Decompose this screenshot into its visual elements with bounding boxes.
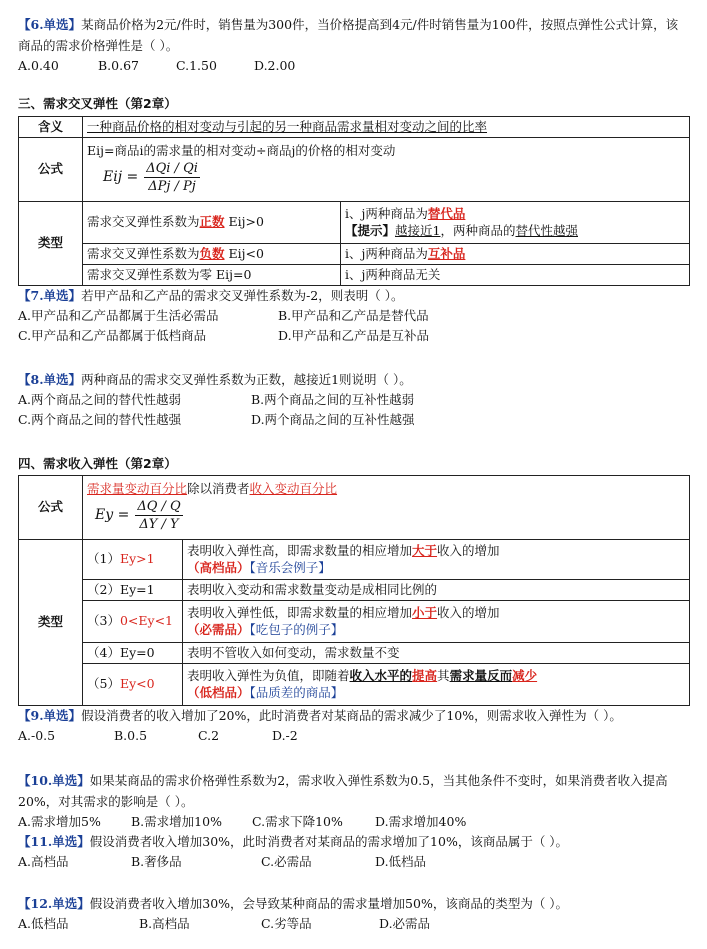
cross-elasticity-table xyxy=(18,116,690,286)
option-c: C.2 xyxy=(198,727,220,743)
definition-content: 一种商品价格的相对变动与引起的另一种商品需求量相对变动之间的比率 xyxy=(87,118,488,134)
section-3-title: 三、需求交叉弹性（第2章） xyxy=(18,96,177,111)
formula-text: Eij=商品i的需求量的相对变动÷商品j的价格的相对变动 xyxy=(87,143,396,159)
question-tag: 【11.单选】 xyxy=(18,834,90,849)
income-elasticity-table xyxy=(18,475,690,706)
option-b: B.0.5 xyxy=(114,727,148,743)
type-row-4-cond: （4）Ey=0 xyxy=(83,643,183,664)
type-row-2-left: 需求交叉弹性系数为负数 Eij<0 xyxy=(83,244,341,265)
formula-fraction xyxy=(135,498,182,534)
question-text: 两种商品的需求交叉弹性系数为正数，越接近1则说明（ ）。 xyxy=(81,372,412,387)
question-8 xyxy=(18,372,690,429)
formula-label: 公式 xyxy=(19,476,83,540)
question-11 xyxy=(18,834,690,871)
question-9 xyxy=(18,708,690,745)
formula-cell xyxy=(83,138,690,202)
option-a: A.两个商品之间的替代性越弱 xyxy=(18,391,182,407)
formula-expression xyxy=(95,498,685,534)
option-a: A.高档品 xyxy=(18,853,69,869)
type-row-1-left: 需求交叉弹性系数为正数 Eij>0 xyxy=(83,202,341,244)
option-b: B.0.67 xyxy=(98,58,139,73)
option-a: A.-0.5 xyxy=(18,727,56,743)
type-row-3-right: i、j两种商品无关 xyxy=(341,265,690,286)
option-c: C.两个商品之间的替代性越强 xyxy=(18,411,182,427)
formula-label: 公式 xyxy=(19,138,83,202)
definition-text xyxy=(83,117,690,138)
formula-denominator: ΔPj / Pj xyxy=(148,179,196,195)
question-10 xyxy=(18,770,690,831)
option-b: B.甲产品和乙产品是替代品 xyxy=(278,307,429,323)
question-tag: 【7.单选】 xyxy=(18,288,82,303)
formula-lhs: Eij = xyxy=(103,169,139,186)
option-a: A.低档品 xyxy=(18,915,69,931)
formula-numerator: ΔQi / Qi xyxy=(144,160,200,179)
type-row-3-cond: （3）0<Ey<1 xyxy=(83,601,183,643)
question-tag: 【10.单选】 xyxy=(18,773,90,788)
type-label: 类型 xyxy=(19,540,83,706)
question-12 xyxy=(18,896,690,933)
definition-label: 含义 xyxy=(19,117,83,138)
option-c: C.必需品 xyxy=(261,853,312,869)
question-text: 假设消费者收入增加30%，此时消费者对某商品的需求增加了10%，该商品属于（ ）。 xyxy=(89,834,569,849)
option-b: B.奢侈品 xyxy=(131,853,182,869)
question-tag: 【9.单选】 xyxy=(18,708,82,723)
type-row-3-left: 需求交叉弹性系数为零 Eij=0 xyxy=(83,265,341,286)
hint-tag: 【提示】 xyxy=(345,222,396,238)
formula-denominator: ΔY / Y xyxy=(139,517,179,533)
option-c: C.1.50 xyxy=(176,58,217,73)
formula-numerator: ΔQ / Q xyxy=(135,498,182,517)
question-tag: 【8.单选】 xyxy=(18,372,82,387)
type-row-1-cond: （1）Ey>1 xyxy=(83,540,183,580)
question-tag: 【12.单选】 xyxy=(18,896,90,911)
option-d: D.必需品 xyxy=(379,915,431,931)
option-d: D.两个商品之间的互补性越强 xyxy=(251,411,415,427)
formula-lhs: Ey = xyxy=(95,507,130,524)
option-b: B.两个商品之间的互补性越弱 xyxy=(251,391,415,407)
formula-expression xyxy=(103,160,685,196)
question-tag: 【6.单选】 xyxy=(18,17,82,32)
option-c: C.甲产品和乙产品都属于低档商品 xyxy=(18,327,207,343)
type-row-1-desc: 表明收入弹性高，即需求数量的相应增加大于收入的增加 （高档品）【音乐会例子】 xyxy=(183,540,690,580)
section-4-title: 四、需求收入弹性（第2章） xyxy=(18,456,177,471)
type-label: 类型 xyxy=(19,202,83,286)
type-row-5-cond: （5）Ey<0 xyxy=(83,664,183,706)
formula-cell: 需求量变动百分比除以消费者收入变动百分比 Ey = $\frac{\Delta Q / Q}{\Delta Y / Y}$ xyxy=(83,476,690,540)
formula-fraction xyxy=(144,160,200,196)
question-text: 假设消费者收入增加30%，会导致某种商品的需求量增加50%，该商品的类型为（ ）。 xyxy=(89,896,569,911)
type-row-3-desc: 表明收入弹性低，即需求数量的相应增加小于收入的增加 （必需品）【吃包子的例子】 xyxy=(183,601,690,643)
type-row-1-right: i、j两种商品为替代品 【提示】越接近1，两种商品的替代性越强 xyxy=(341,202,690,244)
type-row-5-desc: 表明收入弹性为负值，即随着收入水平的提高其需求量反而减少 （低档品）【品质差的商品】 xyxy=(183,664,690,706)
question-text: 假设消费者的收入增加了20%，此时消费者对某商品的需求减少了10%，则需求收入弹性为（ ）。 xyxy=(81,708,622,723)
question-text: 如果某商品的需求价格弹性系数为2，需求收入弹性系数为0.5，当其他条件不变时，如果消费者收入提高20%，对其需求的影响是（ ）。 xyxy=(18,773,668,809)
question-text: 若甲产品和乙产品的需求交叉弹性系数为-2，则表明（ ）。 xyxy=(81,288,404,303)
question-text: 某商品价格为2元/件时，销售量为300件，当价格提高到4元/件时销售量为100件，按照点弹性公式计算，该商品的需求价格弹性是（ ）。 xyxy=(18,17,679,53)
option-d: D.-2 xyxy=(272,727,298,743)
option-c: C.劣等品 xyxy=(261,915,312,931)
type-row-2-right: i、j两种商品为互补品 xyxy=(341,244,690,265)
option-d: D.甲产品和乙产品是互补品 xyxy=(278,327,430,343)
type-row-2-desc: 表明收入变动和需求数量变动是成相同比例的 xyxy=(183,580,690,601)
option-a: A.需求增加5% xyxy=(18,814,101,829)
option-c: C.需求下降10% xyxy=(252,814,343,829)
option-a: A.0.40 xyxy=(18,58,59,73)
option-d: D.低档品 xyxy=(375,853,427,869)
type-row-4-desc: 表明不管收入如何变动，需求数量不变 xyxy=(183,643,690,664)
option-b: B.高档品 xyxy=(139,915,190,931)
option-d: D.2.00 xyxy=(254,58,296,73)
option-b: B.需求增加10% xyxy=(131,814,222,829)
question-6 xyxy=(18,14,690,75)
option-d: D.需求增加40% xyxy=(375,814,467,829)
question-7 xyxy=(18,288,690,345)
options xyxy=(18,58,690,75)
type-row-2-cond: （2）Ey=1 xyxy=(83,580,183,601)
option-a: A.甲产品和乙产品都属于生活必需品 xyxy=(18,307,219,323)
